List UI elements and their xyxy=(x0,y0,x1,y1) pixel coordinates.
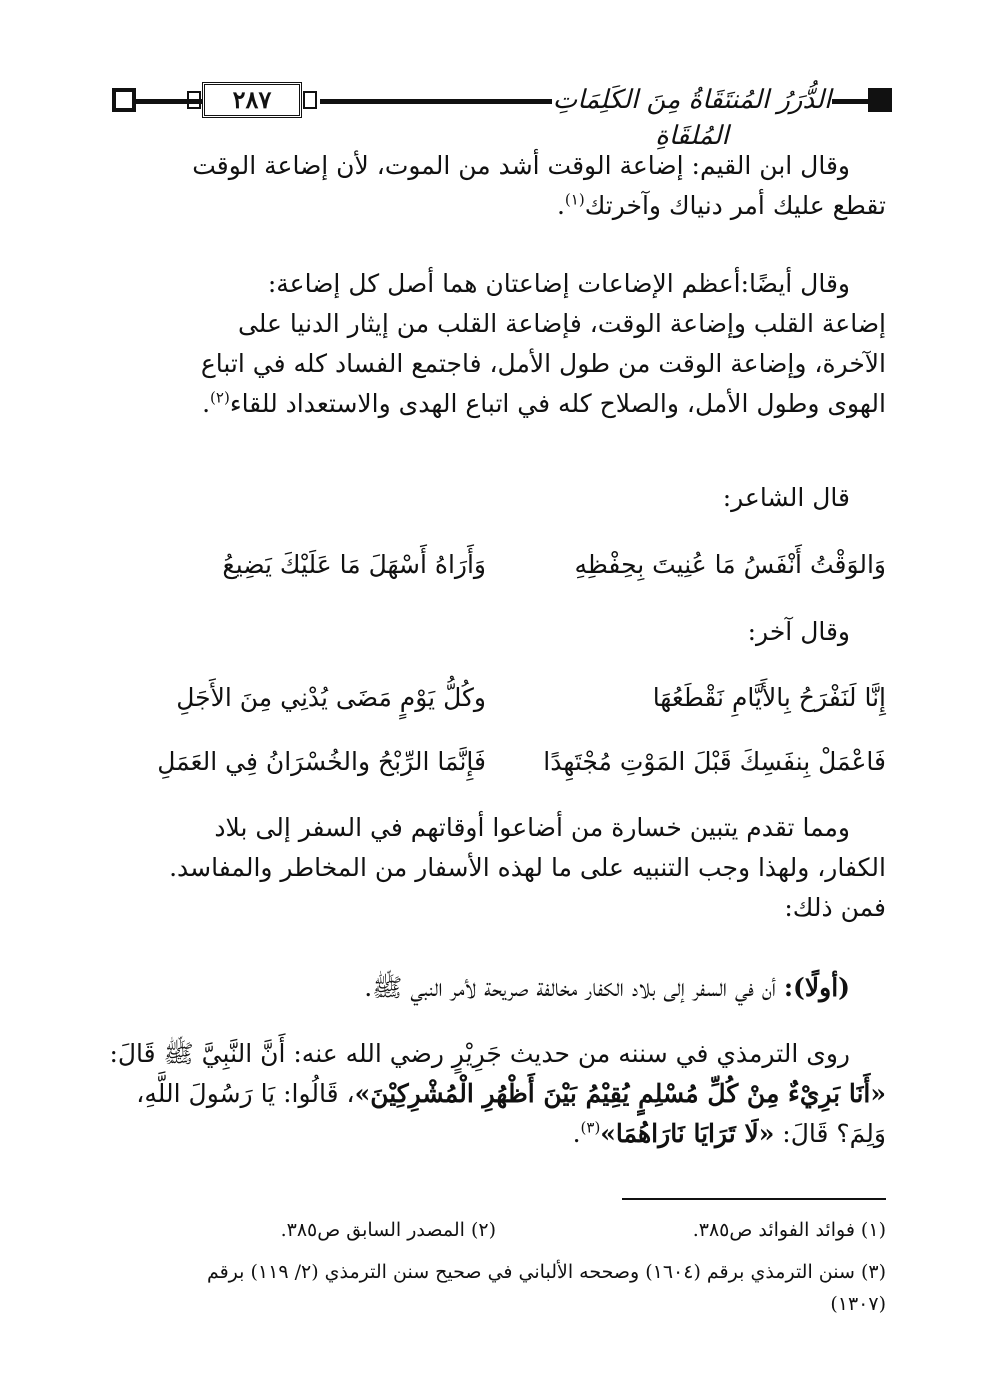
footnotes-row xyxy=(116,1214,886,1246)
text-line xyxy=(116,968,886,1008)
footnote-ref: (١) xyxy=(564,190,585,209)
text-span: الهوى وطول الأمل، والصلاح كله في اتباع الهدى والاستعداد للقاء xyxy=(229,389,886,418)
text-line: (١٣٠٧) xyxy=(830,1293,886,1315)
point-label: (أولًا): xyxy=(783,973,850,1002)
page-number: ٢٨٧ xyxy=(202,82,302,118)
poet-intro xyxy=(116,612,886,652)
text-span: . xyxy=(556,191,565,220)
verse-line xyxy=(116,676,886,720)
text-line: فمن ذلك: xyxy=(784,893,886,922)
page-header xyxy=(112,82,892,151)
verse-line xyxy=(116,543,886,587)
text-span: أن في السفر إلى بلاد الكفار مخالفة صريحة لأمر النبي ﷺ. xyxy=(364,973,784,1002)
text-line: روى الترمذي في سننه من حديث جَرِيْرٍ رضي الله عنه: أَنَّ النَّبِيَّ ﷺ قَالَ: xyxy=(109,1039,850,1068)
paragraph-two-wastes xyxy=(116,264,886,424)
verse-second-hemistich: وكُلُّ يَوْمٍ مَضَى يُدْنِي مِنَ الأَجَلِ xyxy=(176,683,486,712)
paragraph-ibn-qayyim xyxy=(116,146,886,226)
text-span: ، قَالُوا: يَا رَسُولَ اللَّهِ، xyxy=(136,1079,355,1108)
text-line: وقال أيضًا:أعظم الإضاعات إضاعتان هما أصل كل إضاعة: xyxy=(267,269,850,298)
poet-intro xyxy=(116,478,886,518)
text-line xyxy=(116,186,886,226)
footnote: (١) فوائد الفوائد ص٣٨٥. xyxy=(692,1219,886,1241)
verse-second-hemistich: وَأَرَاهُ أَسْهَلَ مَا عَلَيْكَ يَضِيعُ xyxy=(222,550,486,579)
header-rule-right xyxy=(832,99,868,104)
text-line: إضاعة القلب وإضاعة الوقت، فإضاعة القلب من إيثار الدنيا على xyxy=(237,309,886,338)
text-line: الكفار، ولهذا وجب التنبيه على ما لهذه الأسفار من المخاطر والمفاسد. xyxy=(169,853,886,882)
verse-first-hemistich: وَالوَقْتُ أَنْفَسُ مَا عُنِيتَ بِحِفْظِهِ xyxy=(574,550,886,579)
text-line: وقال ابن القيم: إضاعة الوقت أشد من الموت، لأن إضاعة الوقت xyxy=(192,151,850,180)
footnote xyxy=(116,1256,886,1320)
header-square-right-icon xyxy=(868,88,892,112)
text-line xyxy=(116,1114,886,1154)
verse-second-hemistich: فَإِنَّمَا الرِّبْحُ والخُسْرَانُ فِي العَمَلِ xyxy=(157,747,486,776)
text-line xyxy=(116,384,886,424)
text-line xyxy=(116,1074,886,1114)
hadith-quote: «لَا تَرَايَا نَارَاهُمَا» xyxy=(600,1119,775,1148)
text-span: . xyxy=(572,1119,581,1148)
paragraph-first-point xyxy=(116,968,886,1008)
verse-first-hemistich: فَاعْمَلْ بِنفَسِكَ قَبْلَ المَوْتِ مُجْتَهِدًا xyxy=(543,747,886,776)
header-rule-middle xyxy=(320,99,552,104)
paragraph-travel xyxy=(116,808,886,928)
text-line: وقال آخر: xyxy=(747,617,850,646)
text-span: تقطع عليك أمر دنياك وآخرتك xyxy=(584,191,886,220)
footnote-ref: (٢) xyxy=(210,388,230,407)
hadith-quote: «أَنَا بَرِيْءٌ مِنْ كُلِّ مُسْلِمٍ يُقِيْمُ بَيْنَ أَظْهُرِ الْمُشْرِكِيْنَ» xyxy=(354,1079,886,1108)
book-title: الدُّرَرُ المُنتَقَاةُ مِنَ الكَلِمَاتِ المُلقَاةِ xyxy=(552,82,832,154)
text-line: (٣) سنن الترمذي برقم (١٦٠٤) وصححه الألباني في صحيح سنن الترمذي (٢/ ١١٩) برقم xyxy=(206,1261,886,1283)
text-span: وَلِمَ؟ قَالَ: xyxy=(774,1119,886,1148)
footnote: (٢) المصدر السابق ص٣٨٥. xyxy=(280,1219,496,1241)
text-span: . xyxy=(202,389,211,418)
text-line: الآخرة، وإضاعة الوقت من طول الأمل، فاجتمع الفساد كله في اتباع xyxy=(200,349,886,378)
text-line: ومما تقدم يتبين خسارة من أضاعوا أوقاتهم في السفر إلى بلاد xyxy=(214,813,850,842)
verse-line xyxy=(116,740,886,784)
verse-first-hemistich: إِنَّا لَنَفْرَحُ بِالأَيَّامِ نَقْطَعُهَا xyxy=(652,683,886,712)
footnote-separator xyxy=(622,1198,886,1200)
footnote-ref: (٣) xyxy=(580,1118,601,1137)
paragraph-hadith xyxy=(109,1034,886,1154)
header-square-left-icon xyxy=(112,88,136,112)
text-line: قال الشاعر: xyxy=(722,483,850,512)
